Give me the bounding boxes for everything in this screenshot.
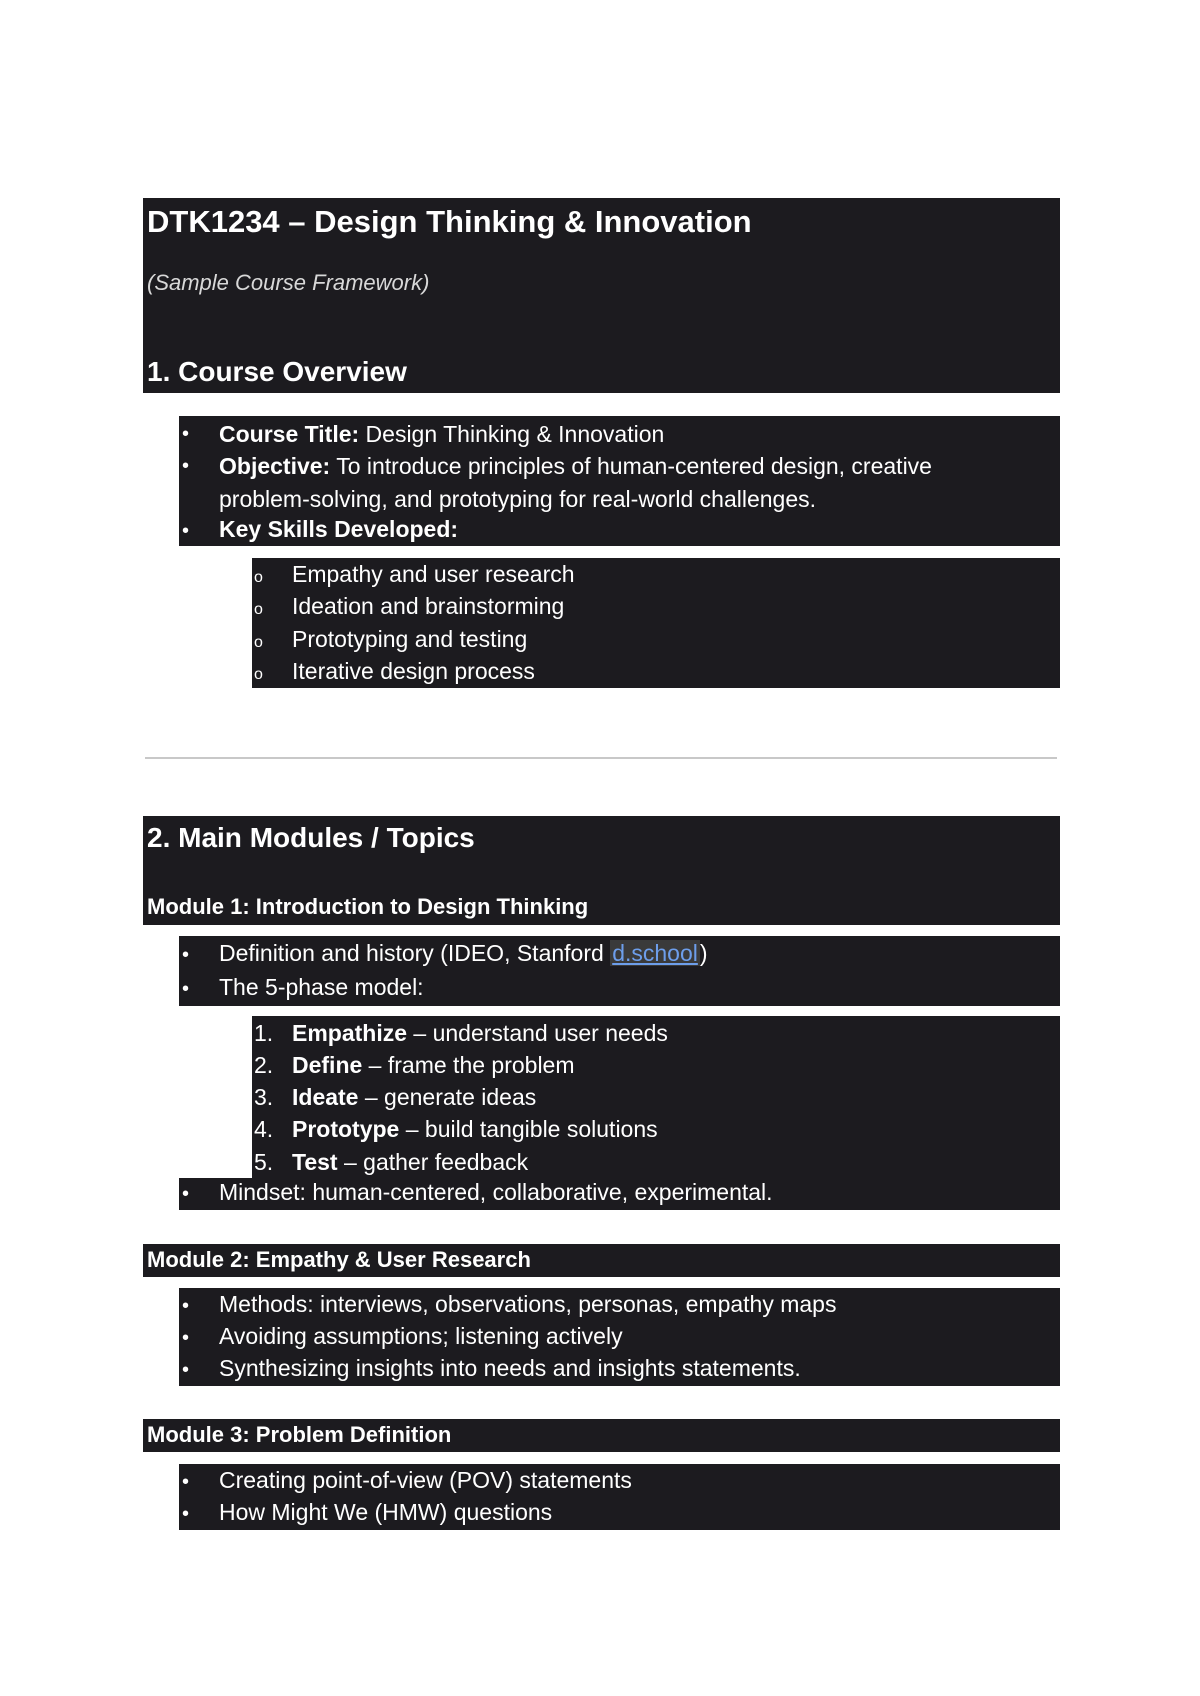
document-title: DTK1234 – Design Thinking & Innovation xyxy=(147,204,752,239)
list-item xyxy=(219,418,664,450)
dschool-link[interactable]: d.school xyxy=(612,940,698,966)
item-label: Course Title: xyxy=(219,421,360,447)
phase-name: Prototype xyxy=(292,1116,400,1142)
phase-name: Ideate xyxy=(292,1084,359,1110)
title-block xyxy=(143,198,1060,393)
phase-number: 1. xyxy=(254,1020,274,1046)
phases-list xyxy=(252,1016,1060,1178)
item-text: ) xyxy=(699,940,708,966)
phase-item xyxy=(292,1081,536,1113)
bullet-icon: • xyxy=(182,1327,190,1349)
section-2-heading: 2. Main Modules / Topics xyxy=(147,822,475,853)
skill-item: Iterative design process xyxy=(292,658,535,684)
bullet-icon: • xyxy=(182,455,190,477)
bullet-icon: • xyxy=(182,1183,190,1205)
bullet-icon: • xyxy=(182,1295,190,1317)
phase-item xyxy=(292,1113,658,1145)
phase-name: Test xyxy=(292,1149,338,1175)
phase-number: 5. xyxy=(254,1149,274,1175)
list-item: Methods: interviews, observations, personas, empathy maps xyxy=(219,1291,837,1317)
phase-item xyxy=(292,1049,575,1081)
module-1-list xyxy=(179,936,1060,1006)
circle-bullet-icon: o xyxy=(254,569,263,586)
skills-list xyxy=(252,558,1060,688)
bullet-icon: • xyxy=(182,520,190,542)
bullet-icon: • xyxy=(182,1359,190,1381)
horizontal-divider xyxy=(145,757,1057,759)
item-text: To introduce principles of human-centered design, creative xyxy=(330,453,932,479)
list-item: How Might We (HMW) questions xyxy=(219,1499,553,1525)
phase-desc: – understand user needs xyxy=(407,1020,668,1046)
item-label: Key Skills Developed: xyxy=(219,516,459,542)
mindset-row xyxy=(179,1178,1060,1210)
circle-bullet-icon: o xyxy=(254,634,263,651)
list-item: Synthesizing insights into needs and insights statements. xyxy=(219,1355,801,1381)
module-3-heading: Module 3: Problem Definition xyxy=(147,1422,452,1447)
module-3-list xyxy=(179,1464,1060,1530)
list-item: The 5-phase model: xyxy=(219,974,424,1000)
module-2-list xyxy=(179,1288,1060,1386)
skill-item: Prototyping and testing xyxy=(292,626,528,652)
module-1-heading: Module 1: Introduction to Design Thinking xyxy=(147,894,589,919)
item-text: Definition and history (IDEO, Stanford xyxy=(219,940,611,966)
phase-desc: – frame the problem xyxy=(362,1052,575,1078)
list-item xyxy=(219,937,708,969)
phase-name: Empathize xyxy=(292,1020,408,1046)
phase-item xyxy=(292,1146,528,1178)
bullet-icon: • xyxy=(182,1471,190,1493)
list-item: Avoiding assumptions; listening actively xyxy=(219,1323,623,1349)
module-3-heading-block xyxy=(143,1419,1060,1452)
list-item-continuation: problem-solving, and prototyping for real-world challenges. xyxy=(219,486,817,512)
module-2-heading: Module 2: Empathy & User Research xyxy=(147,1247,531,1272)
phase-number: 3. xyxy=(254,1084,274,1110)
phase-desc: – build tangible solutions xyxy=(399,1116,658,1142)
module-2-heading-block xyxy=(143,1244,1060,1277)
section-2-block xyxy=(143,816,1060,925)
bullet-icon: • xyxy=(182,423,190,445)
phase-desc: – gather feedback xyxy=(337,1149,529,1175)
skill-item: Empathy and user research xyxy=(292,561,575,587)
list-item: Mindset: human-centered, collaborative, experimental. xyxy=(219,1179,773,1205)
phase-number: 2. xyxy=(254,1052,274,1078)
bullet-icon: • xyxy=(182,1503,190,1525)
document-subtitle: (Sample Course Framework) xyxy=(147,270,430,295)
phase-name: Define xyxy=(292,1052,363,1078)
list-item xyxy=(219,513,458,545)
link-wrapper xyxy=(610,940,700,966)
item-label: Objective: xyxy=(219,453,331,479)
skill-item: Ideation and brainstorming xyxy=(292,593,565,619)
circle-bullet-icon: o xyxy=(254,666,263,683)
list-item: Creating point-of-view (POV) statements xyxy=(219,1467,632,1493)
bullet-icon: • xyxy=(182,944,190,966)
phase-number: 4. xyxy=(254,1116,274,1142)
phase-desc: – generate ideas xyxy=(358,1084,537,1110)
section-1-heading: 1. Course Overview xyxy=(147,356,407,387)
list-item xyxy=(219,450,932,482)
phase-item xyxy=(292,1017,668,1049)
overview-list xyxy=(179,416,1060,546)
bullet-icon: • xyxy=(182,978,190,1000)
circle-bullet-icon: o xyxy=(254,601,263,618)
item-text: Design Thinking & Innovation xyxy=(359,421,665,447)
